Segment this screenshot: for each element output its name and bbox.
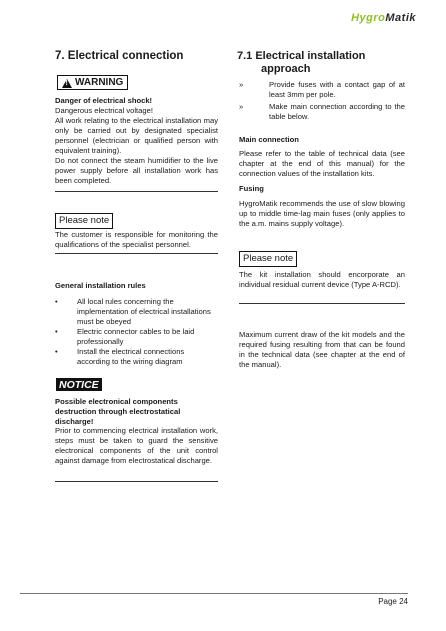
section-title: 7. Electrical connection [55,50,184,62]
warning-label: WARNING [75,77,124,88]
list-item: » Make main connection according to the table below. [239,102,405,121]
notice-label: NOTICE [56,378,102,391]
fusing-text: HygroMatik recommends the use of slow blowing up to middle time-lag main fuses (only applies to the a.m. mains supply voltage). [239,199,405,228]
divider [55,191,218,192]
fusing-heading: Fusing [239,184,264,193]
notice-heading: Possible electronical components destruction through electrostatical discharge! [55,397,181,426]
main-connection-text: Please refer to the table of technical data (see chapter at the end of this manual) for the connection values of the installation kits. [239,149,405,178]
warning-heading: Danger of electrical shock! [55,96,153,105]
note-label: Please note [243,253,294,264]
footer-divider [20,593,408,594]
page-number: Page 24 [378,597,408,606]
subsection-title: 7.1 Electrical installation approach [237,50,366,75]
warning-text-2: Do not connect the steam humidifier to the live power supply before all installation work has been completed. [55,156,218,185]
notice-text: Prior to commencing electrical installation work, steps must be taken to guard the sensitive electronical components of the unit control against damage from electrostatical discharge. [55,426,218,465]
note-text: The customer is responsible for monitoring the qualifications of the specialist personnel. [55,230,218,249]
list-item: • Electric connector cables to be laid professionally [55,327,195,346]
rules-heading: General installation rules [55,281,146,290]
logo-part-matik: Matik [385,12,416,24]
divider [239,303,405,304]
note-label: Please note [59,215,110,226]
list-item: • Install the electrical connections according to the wiring diagram [55,347,185,366]
max-current-text: Maximum current draw of the kit models and the required fusing resulting from that can be found in the technical data (see chapter at the end of the manual). [239,330,405,369]
note-box [55,213,113,229]
warning-text: Dangerous electrical voltage! All work relating to the electrical installation may only be carried out by designated specialist personnel (electrician or qualified person with equivalent training). [55,106,218,155]
note-text-right: The kit installation should encorporate an individual residual current device (Type A-RCD). [239,270,405,289]
list-item: » Provide fuses with a contact gap of at least 3mm per pole. [239,80,405,99]
warning-triangle-icon: ! [62,79,72,88]
main-connection-heading: Main connection [239,135,299,144]
logo-part-hygro: Hygro [351,12,386,24]
rules-list [55,297,218,367]
hygromatik-logo [351,12,416,24]
note-box-right [239,251,297,267]
steps-list [239,80,405,122]
warning-box [57,75,128,90]
divider [55,481,218,482]
divider [55,253,218,254]
list-item: • All local rules concerning the implementation of electrical installations must be obeyed [55,297,211,326]
